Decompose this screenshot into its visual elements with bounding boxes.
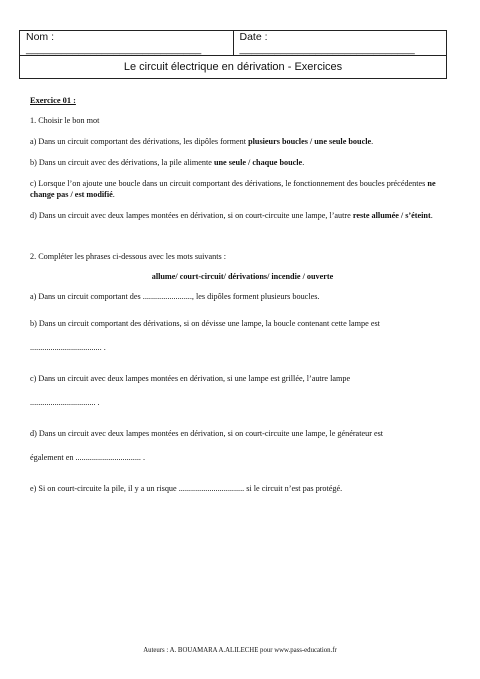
- question-2d: d) Dans un circuit avec deux lampes montées en dérivation, si on court-circuite une lampe, le générateur est: [30, 429, 384, 438]
- footer-credits: Auteurs : A. BOUAMARA A.ALILECHE pour www.pass-education.fr: [143, 647, 337, 654]
- blank-2c[interactable]: ................................ .: [30, 398, 100, 407]
- blank-2b[interactable]: ................................... .: [30, 343, 106, 352]
- question-1c: c) Lorsque l’on ajoute une boucle dans un circuit comportant des dérivations, le fonctionnement des boucles précédentes ne change pas / est modifié.: [30, 179, 436, 199]
- date-field[interactable]: Date : ______________________________: [233, 31, 447, 56]
- question-2b: b) Dans un circuit comportant des dérivations, si on dévisse une lampe, la boucle contenant cette lampe est: [30, 319, 380, 328]
- name-field[interactable]: Nom : ______________________________: [20, 31, 234, 56]
- question-2c: c) Dans un circuit avec deux lampes montées en dérivation, si une lampe est grillée, l’autre lampe: [30, 374, 351, 383]
- blank-2d[interactable]: également en ................................ .: [30, 453, 146, 462]
- choice-1a[interactable]: plusieurs boucles / une seule boucle: [248, 137, 372, 146]
- exercise-body: [30, 95, 455, 494]
- question-2e[interactable]: e) Si on court-circuite la pile, il y a un risque ................................ si le circuit n’est pas protégé.: [30, 484, 343, 493]
- part2-heading: 2. Compléter les phrases ci-dessous avec les mots suivants :: [30, 252, 227, 261]
- word-list: allume/ court-circuit/ dérivations/ incendie / ouverte: [151, 272, 334, 281]
- choice-1c[interactable]: ne change pas / est modifié: [30, 179, 436, 199]
- header-table: [19, 30, 447, 79]
- question-2a[interactable]: a) Dans un circuit comportant des ........................, les dipôles forment plusieurs boucles.: [30, 292, 320, 301]
- page-title: Le circuit électrique en dérivation - Exercices: [20, 56, 447, 79]
- question-1d: d) Dans un circuit avec deux lampes montées en dérivation, si on court-circuite une lampe, l’autre reste allumée / s’éteint.: [30, 211, 433, 220]
- choice-1b[interactable]: une seule / chaque boucle: [213, 158, 303, 167]
- part1-heading: 1. Choisir le bon mot: [30, 116, 100, 125]
- question-1a: a) Dans un circuit comportant des dérivations, les dipôles forment plusieurs boucles / une seule boucle.: [30, 137, 374, 146]
- exercise-title: Exercice 01 :: [30, 96, 76, 105]
- question-1b: b) Dans un circuit avec des dérivations, la pile alimente une seule / chaque boucle.: [30, 158, 305, 167]
- choice-1d[interactable]: reste allumée / s’éteint: [352, 211, 431, 220]
